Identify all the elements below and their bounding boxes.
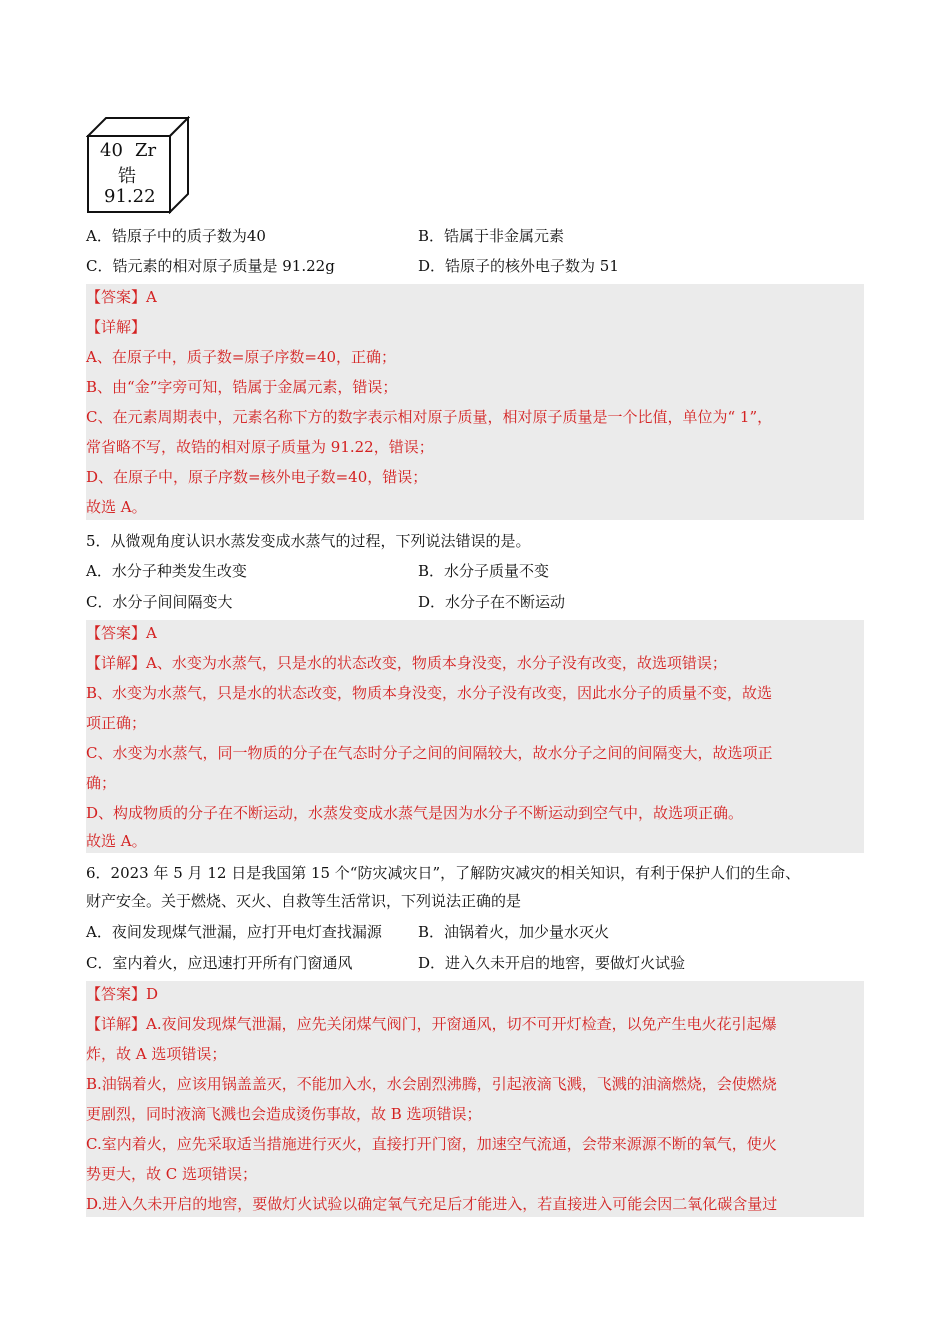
q4-answer-block	[86, 284, 864, 520]
q5-detail-line: 确；	[86, 774, 117, 792]
q4-detail-line: C、在元素周期表中，元素名称下方的数字表示相对原子质量，相对原子质量是一个比值，单位为“ 1”，	[86, 408, 773, 426]
q6-detail-line: 更剧烈，同时液滴飞溅也会造成烫伤事故，故 B 选项错误；	[86, 1105, 482, 1123]
q5-stem: 5．从微观角度认识水蒸发变成水蒸气的过程，下列说法错误的是。	[86, 532, 531, 550]
q5-option-a: A．水分子种类发生改变	[86, 562, 247, 580]
q4-detail-line: D、在原子中，原子序数=核外电子数=40，错误；	[86, 468, 428, 486]
element-symbol: Zr	[135, 140, 157, 161]
q4-answer: 【答案】A	[86, 288, 157, 306]
element-atomic-number: 40	[100, 140, 123, 161]
q5-detail-line: B、水变为水蒸气，只是水的状态改变，物质本身没变，水分子没有改变，因此水分子的质量不变，故选	[86, 684, 773, 702]
q6-detail-line: 【详解】A.夜间发现煤气泄漏，应先关闭煤气阀门，开窗通风，切不可开灯检查，以免产生电火花引起爆	[86, 1015, 777, 1033]
q6-detail-line: D.进入久未开启的地窖，要做灯火试验以确定氧气充足后才能进入，若直接进入可能会因二氧化碳含量过	[86, 1195, 778, 1213]
q6-option-c: C．室内着火，应迅速打开所有门窗通风	[86, 954, 353, 972]
q4-detail-line: B、由“金”字旁可知，锆属于金属元素，错误；	[86, 378, 398, 396]
q6-answer-block	[86, 981, 864, 1217]
q4-option-a: A．锆原子中的质子数为40	[86, 227, 266, 245]
q5-answer-block	[86, 620, 864, 853]
periodic-element-card	[86, 116, 190, 214]
q6-stem-line: 6．2023 年 5 月 12 日是我国第 15 个“防灾减灾日”，了解防灾减灾的相关知识，有利于保护人们的生命、	[86, 864, 801, 882]
q6-detail-line: C.室内着火，应先采取适当措施进行灭火，直接打开门窗，加速空气流通，会带来源源不断的氧气，使火	[86, 1135, 777, 1153]
q5-option-c: C．水分子间间隔变大	[86, 593, 233, 611]
q4-detail-line: 故选 A。	[86, 498, 147, 516]
q4-option-b: B．锆属于非金属元素	[418, 227, 565, 245]
q6-option-a: A．夜间发现煤气泄漏，应打开电灯查找漏源	[86, 923, 382, 941]
q5-detail-line: 故选 A。	[86, 832, 147, 850]
q6-detail-line: 炸，故 A 选项错误；	[86, 1045, 227, 1063]
q6-option-d: D．进入久未开启的地窖，要做灯火试验	[418, 954, 686, 972]
q4-detail-line: 常省略不写，故锆的相对原子质量为 91.22，错误；	[86, 438, 434, 456]
q5-answer: 【答案】A	[86, 624, 157, 642]
q6-detail-line: B.油锅着火，应该用锅盖盖灭，不能加入水，水会剧烈沸腾，引起液滴飞溅，飞溅的油滴燃烧，会使燃烧	[86, 1075, 777, 1093]
q5-detail-line: C、水变为水蒸气，同一物质的分子在气态时分子之间的间隔较大，故水分子之间的间隔变大，故选项正	[86, 744, 773, 762]
q5-option-b: B．水分子质量不变	[418, 562, 550, 580]
q6-stem-line: 财产安全。关于燃烧、灭火、自救等生活常识，下列说法正确的是	[86, 892, 522, 910]
q4-detail-line: A、在原子中，质子数=原子序数=40，正确；	[86, 348, 397, 366]
q5-detail-line: D、构成物质的分子在不断运动，水蒸发变成水蒸气是因为水分子不断运动到空气中，故选项正确。	[86, 804, 744, 822]
q5-detail-line: 【详解】A、水变为水蒸气，只是水的状态改变，物质本身没变，水分子没有改变，故选项错误；	[86, 654, 727, 672]
element-atomic-mass: 91.22	[104, 186, 156, 207]
element-name: 锆	[118, 166, 136, 187]
q6-answer: 【答案】D	[86, 985, 159, 1003]
q6-detail-line: 势更大，故 C 选项错误；	[86, 1165, 258, 1183]
q4-option-c: C．锆元素的相对原子质量是 91.22g	[86, 257, 335, 275]
q5-option-d: D．水分子在不断运动	[418, 593, 566, 611]
q6-option-b: B．油锅着火，加少量水灭火	[418, 923, 610, 941]
q5-detail-line: 项正确；	[86, 714, 147, 732]
q4-option-d: D．锆原子的核外电子数为 51	[418, 257, 619, 275]
q4-detail-label: 【详解】	[86, 318, 147, 336]
